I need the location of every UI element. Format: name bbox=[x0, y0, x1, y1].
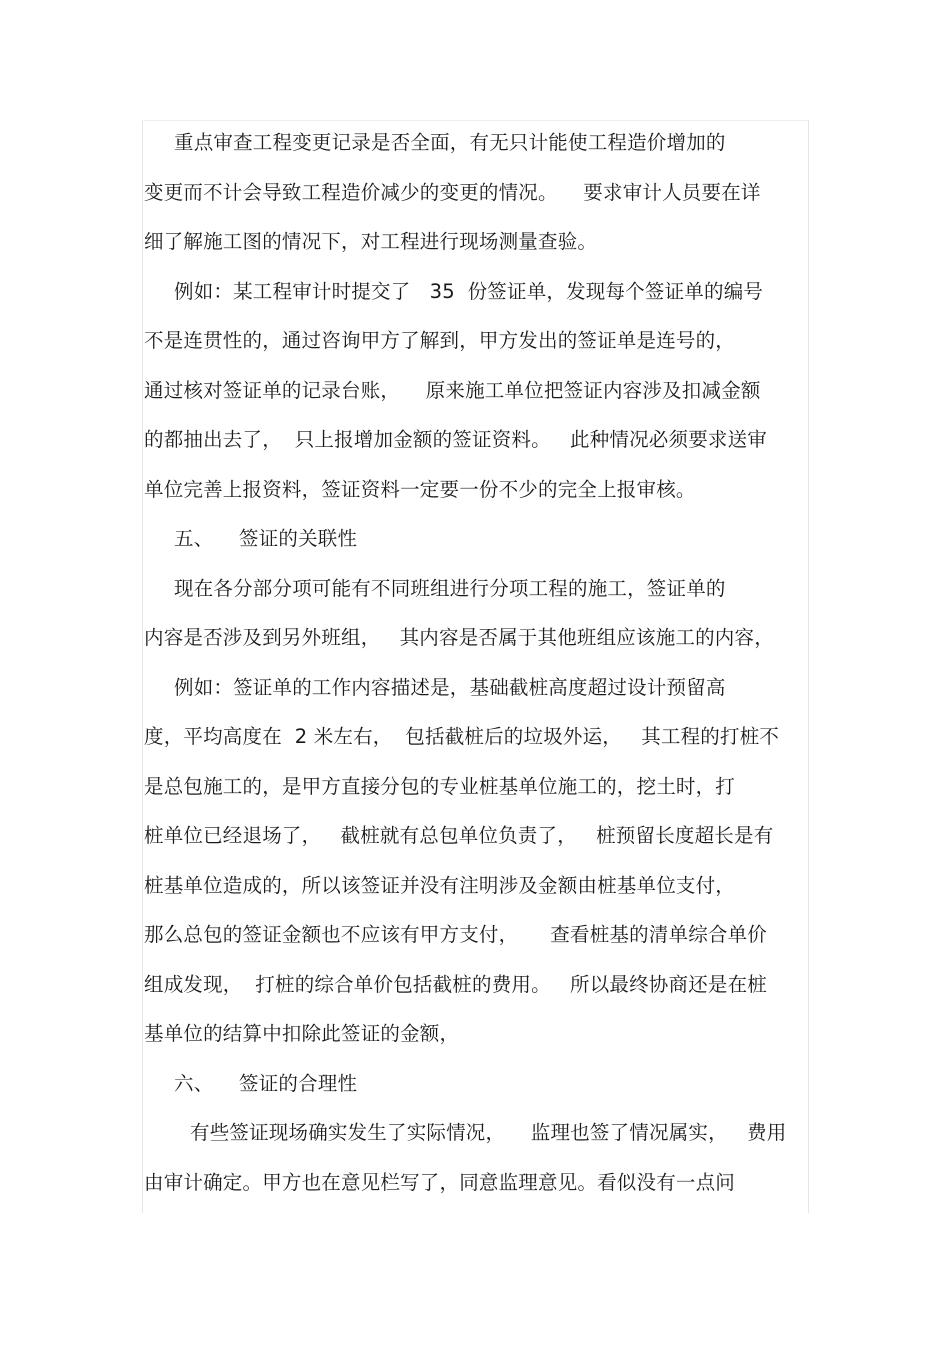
text-line: 六、 签证的合理性 bbox=[174, 1071, 358, 1095]
text-line: 桩单位已经退场了， 截桩就有总包单位负责了， 桩预留长度超长是有 bbox=[144, 824, 774, 847]
text-line: 细了解施工图的情况下，对工程进行现场测量查验。 bbox=[144, 230, 598, 253]
text-line: 现在各分部分项可能有不同班组进行分项工程的施工，签证单的 bbox=[174, 576, 726, 600]
text-line: 例如：签证单的工作内容描述是，基础截桩高度超过设计预留高 bbox=[174, 675, 726, 699]
text-line: 内容是否涉及到另外班组， 其内容是否属于其他班组应该施工的内容， bbox=[144, 626, 774, 649]
text-line: 基单位的结算中扣除此签证的金额， bbox=[144, 1022, 460, 1045]
text-line: 重点审查工程变更记录是否全面，有无只计能使工程造价增加的 bbox=[174, 131, 726, 154]
text-line: 不是连贯性的，通过咨询甲方了解到，甲方发出的签证单是连号的， bbox=[144, 329, 736, 352]
text-line: 例如：某工程审计时提交了 35 份签证单，发现每个签证单的编号 bbox=[174, 279, 764, 303]
text-line: 组成发现， 打桩的综合单价包括截桩的费用。 所以最终协商还是在桩 bbox=[144, 972, 767, 996]
text-line: 有些签证现场确实发生了实际情况， 监理也签了情况属实， 费用 bbox=[190, 1121, 787, 1144]
text-line: 五、 签证的关联性 bbox=[174, 527, 358, 550]
text-line: 通过核对签证单的记录台账， 原来施工单位把签证内容涉及扣减金额 bbox=[144, 378, 761, 402]
text-line: 的都抽出去了， 只上报增加金额的签证资料。 此种情况必须要求送审 bbox=[144, 428, 767, 451]
text-line: 由审计确定。甲方也在意见栏写了，同意监理意见。看似没有一点问 bbox=[144, 1170, 736, 1194]
text-line: 单位完善上报资料，签证资料一定要一份不少的完全上报审核。 bbox=[144, 477, 696, 501]
document-body bbox=[144, 118, 809, 1207]
text-line: 度，平均高度在 2 米左右， 包括截桩后的垃圾外运， 其工程的打桩不 bbox=[144, 725, 780, 748]
text-line: 变更而不计会导致工程造价减少的变更的情况。 要求审计人员要在详 bbox=[144, 180, 761, 204]
text-line: 那么总包的签证金额也不应该有甲方支付， 查看桩基的清单综合单价 bbox=[144, 923, 767, 946]
text-line: 是总包施工的，是甲方直接分包的专业桩基单位施工的，挖土时，打 bbox=[144, 774, 736, 798]
text-line: 桩基单位造成的，所以该签证并没有注明涉及金额由桩基单位支付， bbox=[144, 873, 736, 897]
